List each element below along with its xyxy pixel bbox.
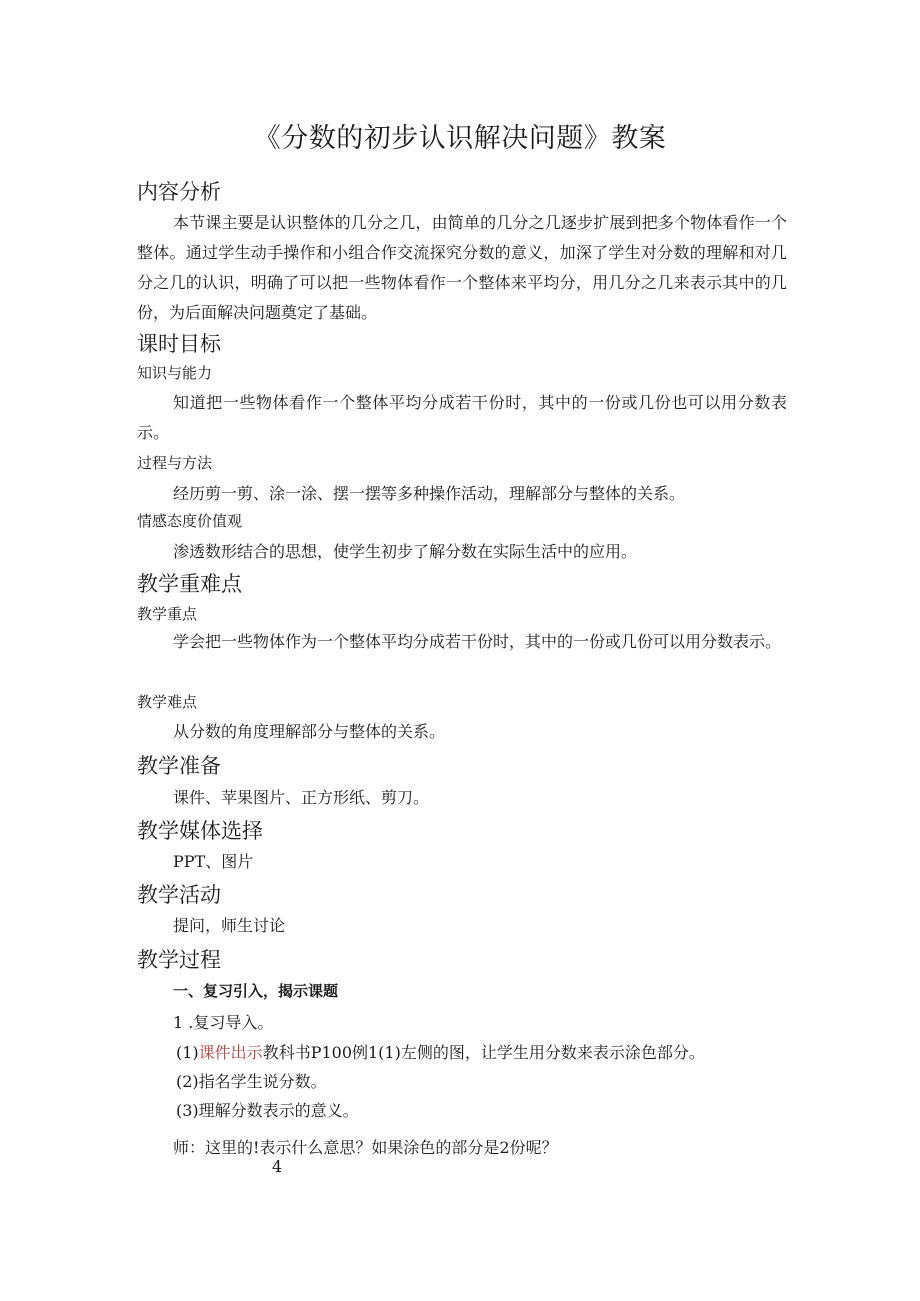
item-two: (2)指名学生说分数。 xyxy=(176,1072,327,1091)
section-one-heading: 一、复习引入，揭示课题 xyxy=(173,982,339,1000)
heading-process: 教学过程 xyxy=(137,948,221,972)
process-text: 经历剪一剪、涂一涂、摆一摆等多种操作活动，理解部分与整体的关系。 xyxy=(173,484,686,503)
label-focus: 教学重点 xyxy=(137,605,198,623)
heading-activity: 教学活动 xyxy=(137,883,221,907)
difficulty-text: 从分数的角度理解部分与整体的关系。 xyxy=(173,722,446,741)
attitude-text: 渗透数形结合的思想，使学生初步了解分数在实际生活中的应用。 xyxy=(173,542,638,561)
document-title: 《分数的初步认识解决问题》教案 xyxy=(253,123,667,154)
label-attitude: 情感态度价值观 xyxy=(137,512,243,530)
heading-preparation: 教学准备 xyxy=(137,754,221,778)
label-process: 过程与方法 xyxy=(137,454,213,472)
item-one xyxy=(176,1040,705,1063)
activity-text: 提问，师生讨论 xyxy=(173,916,286,935)
heading-content-analysis: 内容分析 xyxy=(137,180,221,204)
item-one-prefix: (1) xyxy=(176,1043,199,1062)
preparation-text: 课件、苹果图片、正方形纸、剪刀。 xyxy=(173,788,430,807)
label-knowledge: 知识与能力 xyxy=(137,364,213,382)
item-one-rest: 教科书P100例1(1)左侧的图，让学生用分数来表示涂色部分。 xyxy=(262,1043,705,1062)
heading-media: 教学媒体选择 xyxy=(137,819,263,843)
heading-key-points: 教学重难点 xyxy=(137,572,242,596)
teacher-line: 师：这里的!表示什么意思？如果涂色的部分是2份呢？ xyxy=(173,1138,558,1157)
knowledge-text: 知道把一些物体看作一个整体平均分成若干份时，其中的一份或几份也可以用分数表示。 xyxy=(137,393,787,442)
media-text: PPT、图片 xyxy=(173,852,254,871)
focus-text: 学会把一些物体作为一个整体平均分成若干份时，其中的一份或几份可以用分数表示。 xyxy=(173,632,782,651)
fraction-denominator: 4 xyxy=(272,1157,283,1176)
item-one-highlight: 课件出示 xyxy=(198,1043,263,1062)
item-three: (3)理解分数表示的意义。 xyxy=(176,1101,359,1120)
heading-objectives: 课时目标 xyxy=(137,332,221,356)
label-difficulty: 教学难点 xyxy=(137,693,198,711)
content-analysis-paragraph: 本节课主要是认识整体的几分之几，由简单的几分之几逐步扩展到把多个物体看作一个整体。通过学生动手操作和小组合作交流探究分数的意义，加深了学生对分数的理解和对几分之几的认识，明确了可以把一些物体看作一个整体来平均分，用几分之几来表示其中的几份，为后面解决问题奠定了基础。 xyxy=(137,213,787,322)
step-one: 1 .复习导入。 xyxy=(173,1013,274,1032)
